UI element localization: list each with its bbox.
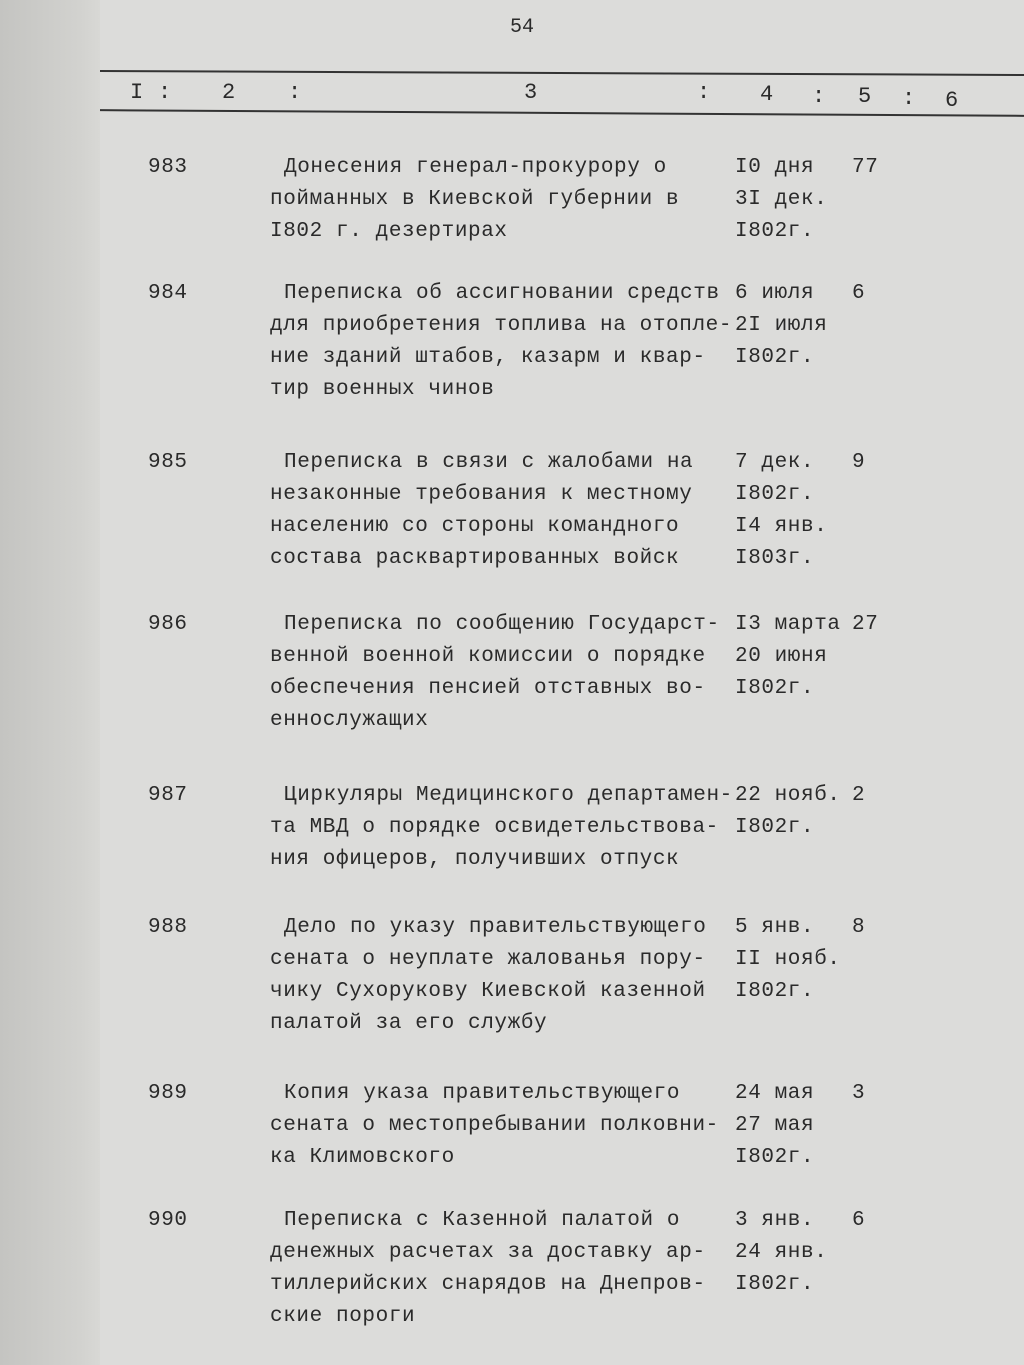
col-1-label: I (130, 80, 144, 105)
entry-number: 983 (148, 156, 188, 179)
description-line: обеспечения пенсией отставных во- (270, 677, 706, 700)
date-line: I802г. (735, 980, 815, 1003)
date-line: 2I июля (735, 314, 828, 337)
description-line: сената о местопребывании полковни- (270, 1114, 719, 1137)
description-line: тиллерийских снарядов на Днепров- (270, 1273, 706, 1296)
entry-description (270, 780, 740, 876)
description-line: та МВД о порядке освидетельствова- (270, 816, 719, 839)
date-line: 24 янв. (735, 1241, 828, 1264)
description-line: Циркуляры Медицинского департамен- (284, 784, 733, 807)
date-line: 6 июля (735, 282, 815, 305)
entry-dates (735, 1205, 827, 1301)
date-line: I802г. (735, 1146, 815, 1169)
date-line: I0 дня (735, 156, 815, 179)
date-line: I802г. (735, 220, 815, 243)
col-sep: : (697, 80, 711, 105)
sheet-count: 6 (852, 1209, 866, 1232)
description-line: Копия указа правительствующего (284, 1082, 681, 1105)
page-edge (0, 0, 100, 1365)
date-line: 3 янв. (735, 1209, 815, 1232)
date-line: II нояб. (735, 948, 841, 971)
col-4-label: 4 (760, 82, 774, 107)
description-line: денежных расчетах за доставку ар- (270, 1241, 706, 1264)
description-line: ские пороги (270, 1305, 416, 1328)
date-line: 5 янв. (735, 916, 815, 939)
entry-description (270, 609, 740, 737)
entry-description (270, 1078, 740, 1174)
entry-dates (735, 447, 827, 575)
entry-number: 987 (148, 784, 188, 807)
description-line: ния офицеров, получивших отпуск (270, 848, 680, 871)
date-line: 27 мая (735, 1114, 815, 1137)
col-3-label: 3 (524, 80, 538, 105)
entry-dates (735, 912, 841, 1008)
description-line: ка Климовского (270, 1146, 455, 1169)
sheet-count: 6 (852, 282, 866, 305)
description-line: Донесения генерал-прокурору о (284, 156, 667, 179)
description-line: чику Сухорукову Киевской казенной (270, 980, 706, 1003)
entry-description (270, 447, 740, 575)
description-line: ние зданий штабов, казарм и квар- (270, 346, 706, 369)
col-2-label: 2 (222, 80, 236, 105)
sheet-count: 2 (852, 784, 866, 807)
entry-description (270, 912, 740, 1040)
entry-number: 984 (148, 282, 188, 305)
entry-number: 985 (148, 451, 188, 474)
col-5-label: 5 (858, 84, 872, 109)
date-line: I802г. (735, 1273, 815, 1296)
entry-number: 989 (148, 1082, 188, 1105)
entry-number: 986 (148, 613, 188, 636)
sheet-count: 27 (852, 613, 879, 636)
date-line: I4 янв. (735, 515, 828, 538)
entry-description (270, 1205, 740, 1333)
date-line: 24 мая (735, 1082, 815, 1105)
date-line: I802г. (735, 483, 815, 506)
date-line: I802г. (735, 346, 815, 369)
page-number: 54 (510, 16, 535, 39)
description-line: Дело по указу правительствующего (284, 916, 707, 939)
description-line: палатой за его службу (270, 1012, 548, 1035)
entry-description (270, 152, 740, 248)
header-bottom-rule (100, 109, 1024, 117)
col-sep: : (812, 84, 826, 109)
description-line: венной военной комиссии о порядке (270, 645, 706, 668)
date-line: 20 июня (735, 645, 828, 668)
date-line: I802г. (735, 816, 815, 839)
description-line: незаконные требования к местному (270, 483, 693, 506)
entry-dates (735, 1078, 814, 1174)
col-sep: : (288, 80, 302, 105)
entry-number: 990 (148, 1209, 188, 1232)
description-line: сената о неуплате жалованья пору- (270, 948, 706, 971)
col-sep: : (158, 80, 172, 105)
date-line: 3I дек. (735, 188, 828, 211)
entry-number: 988 (148, 916, 188, 939)
entry-dates (735, 278, 827, 374)
description-line: еннослужащих (270, 709, 429, 732)
description-line: состава расквартированных войск (270, 547, 680, 570)
date-line: I3 марта (735, 613, 841, 636)
sheet-count: 3 (852, 1082, 866, 1105)
description-line: Переписка с Казенной палатой о (284, 1209, 681, 1232)
sheet-count: 77 (852, 156, 879, 179)
entry-dates (735, 152, 827, 248)
entry-description (270, 278, 740, 406)
sheet-count: 9 (852, 451, 866, 474)
header-top-rule (100, 70, 1024, 76)
col-6-label: 6 (945, 88, 959, 113)
description-line: Переписка в связи с жалобами на (284, 451, 694, 474)
date-line: 22 нояб. (735, 784, 841, 807)
entry-dates (735, 780, 841, 844)
sheet-count: 8 (852, 916, 866, 939)
description-line: Переписка об ассигновании средств (284, 282, 720, 305)
entry-dates (735, 609, 841, 705)
description-line: I802 г. дезертирах (270, 220, 508, 243)
description-line: пойманных в Киевской губернии в (270, 188, 680, 211)
col-sep: : (902, 86, 916, 111)
description-line: тир военных чинов (270, 378, 495, 401)
description-line: населению со стороны командного (270, 515, 680, 538)
date-line: 7 дек. (735, 451, 815, 474)
description-line: Переписка по сообщению Государст- (284, 613, 720, 636)
description-line: для приобретения топлива на отопле- (270, 314, 733, 337)
date-line: I803г. (735, 547, 815, 570)
date-line: I802г. (735, 677, 815, 700)
